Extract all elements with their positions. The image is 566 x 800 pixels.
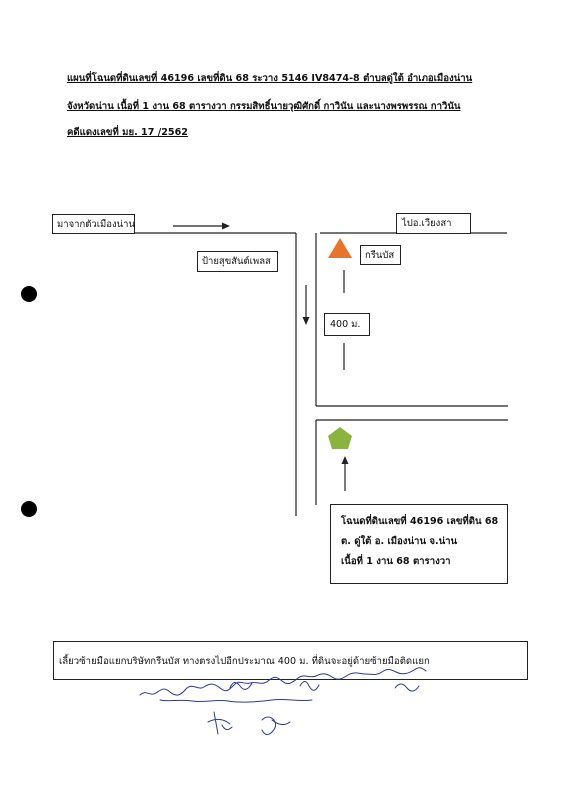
sign-text: ป้ายสุขสันต์เพลส	[202, 256, 271, 267]
deed-info-line-3: เนื้อที่ 1 งาน 68 ตารางวา	[341, 556, 451, 567]
from-city-text: มาจากตัวเมืองน่าน	[57, 218, 135, 230]
deed-info-line-1: โฉนดที่ดินเลขที่ 46196 เลขที่ดิน 68	[341, 516, 499, 527]
title-line-1: แผนที่โฉนดที่ดินเลขที่ 46196 เลขที่ดิน 68 ระวาง 5146 IV8474-8 ตำบลดู่ใต้ อำเภอเมืองน่าน	[67, 73, 473, 84]
distance-text: 400 ม.	[330, 319, 361, 330]
deed-info-line-2: ต. ดู่ใต้ อ. เมืองน่าน จ.น่าน	[341, 536, 458, 547]
title-line-3: คดีแดงเลขที่ มย. 17 /2562	[67, 127, 188, 138]
greenbus-text: กรีนบัส	[365, 249, 395, 261]
to-wiangsa-text: ไปอ.เวียงสา	[402, 218, 452, 229]
direction-note-text: เลี้ยวซ้ายมือแยกบริษัทกรีนบัส ทางตรงไปอีกประมาณ 400 ม. ที่ดินจะอยู่ด้ายซ้ายมือติดแยก	[59, 656, 430, 667]
title-line-2: จังหวัดน่าน เนื้อที่ 1 งาน 68 ตารางวา กรรมสิทธิ์นายวุฒิศักดิ์ กาวินัน และนางพรพรรณ กาวินัน	[67, 101, 461, 112]
